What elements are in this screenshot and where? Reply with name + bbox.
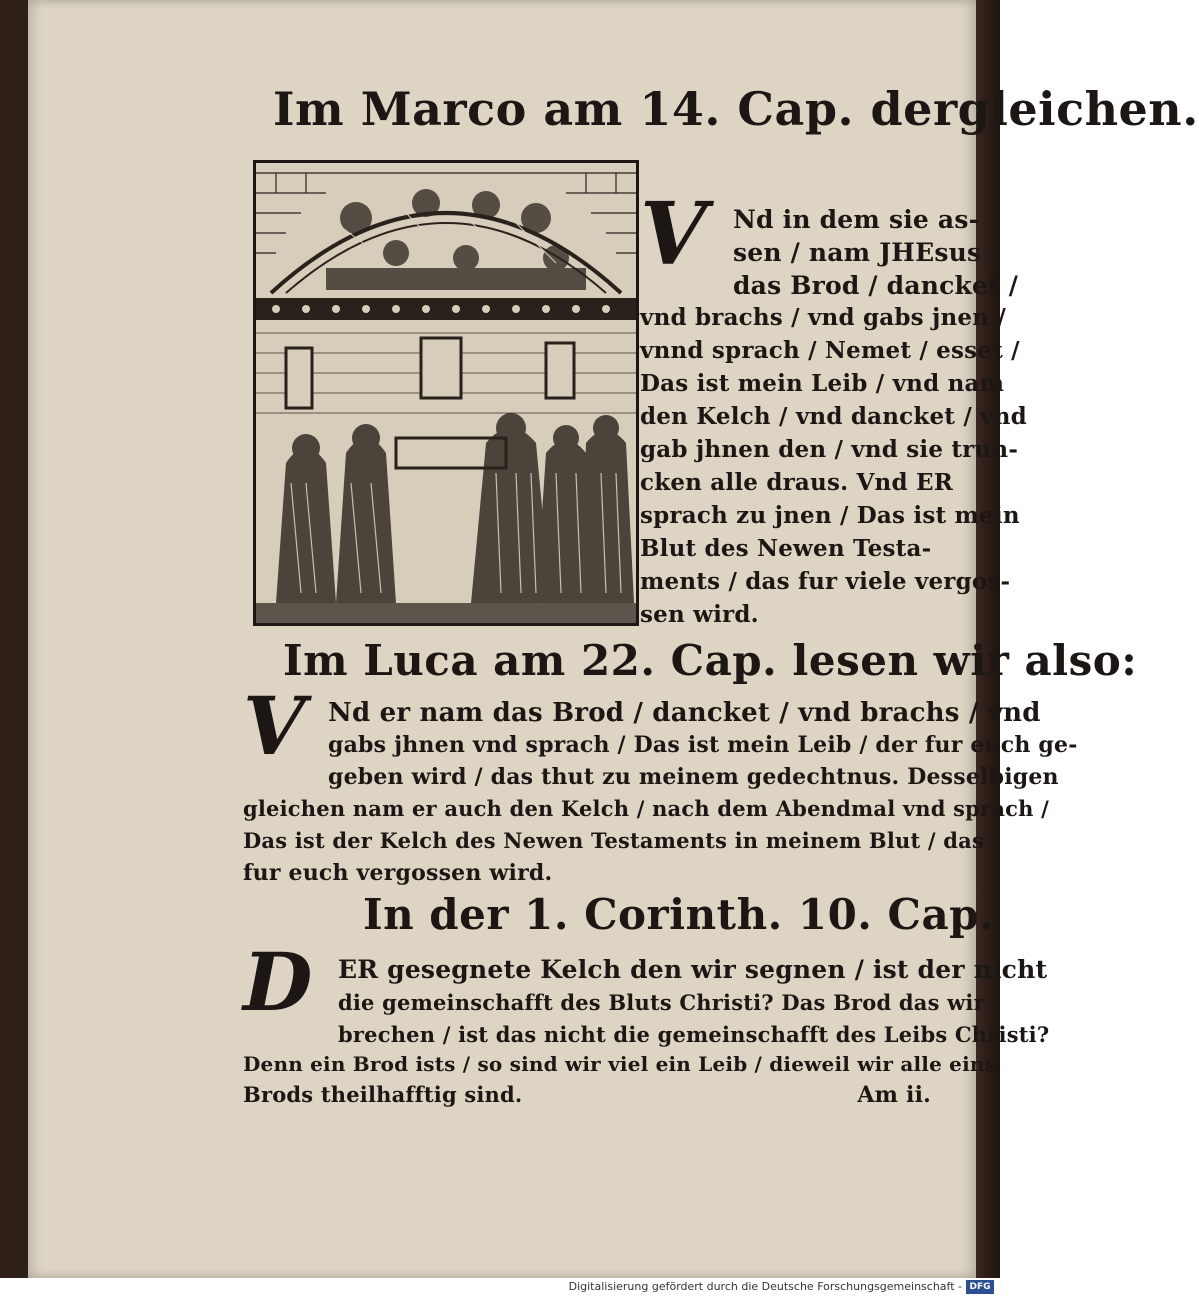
section-2-line: geben wird / das thut zu meinem gedechtnus. Desselbigen — [328, 764, 1059, 790]
footer-credit: Digitalisierung gefördert durch die Deutsche Forschungsgemeinschaft - — [568, 1280, 962, 1293]
section-2-heading: Im Luca am 22. Cap. lesen wir also: — [283, 636, 1138, 685]
section-2-line: gabs jhnen vnd sprach / Das ist mein Leib / der fur euch ge- — [328, 732, 1078, 758]
section-3-line: ER gesegnete Kelch den wir segnen / ist der nicht — [338, 955, 1048, 984]
section-1-line: sen / nam JHEsus — [733, 238, 982, 267]
section-3-dropcap: D — [243, 935, 313, 1029]
section-3-line: Denn ein Brod ists / so sind wir viel ein Leib / dieweil wir alle eins — [243, 1052, 997, 1076]
section-3-line: brechen / ist das nicht die gemeinschafft des Leibs Christi? — [338, 1022, 1050, 1047]
section-3-line: die gemeinschafft des Bluts Christi? Das Brod das wir — [338, 990, 985, 1015]
book-page — [28, 0, 1199, 1278]
section-1-line: vnd brachs / vnd gabs jnen / — [640, 304, 1006, 331]
section-2-line: fur euch vergossen wird. — [243, 860, 553, 886]
dfg-logo-icon: DFG — [966, 1280, 994, 1294]
section-1-line: ments / das fur viele vergos- — [640, 568, 1011, 595]
woodcut-illustration — [253, 160, 639, 626]
section-1-line: sprach zu jnen / Das ist mein — [640, 502, 1020, 529]
section-2-line: Das ist der Kelch des Newen Testaments in meinem Blut / das — [243, 828, 984, 853]
section-1-line: cken alle draus. Vnd ER — [640, 469, 954, 496]
section-1-dropcap: V — [640, 184, 707, 285]
section-1-line: sen wird. — [640, 601, 759, 628]
section-1-heading: Im Marco am 14. Cap. dergleichen. — [273, 82, 1199, 136]
section-2-line: Nd er nam das Brod / dancket / vnd brachs / vnd — [328, 698, 1041, 728]
section-3-heading: In der 1. Corinth. 10. Cap. — [363, 890, 995, 939]
section-1-line: Das ist mein Leib / vnd nam — [640, 370, 1005, 397]
catchword: Am ii. — [857, 1082, 931, 1108]
section-2-dropcap: V — [243, 679, 306, 773]
section-1-line: den Kelch / vnd dancket / vnd — [640, 403, 1027, 430]
section-1-line: gab jhnen den / vnd sie trun- — [640, 436, 1019, 463]
section-1-line: Blut des Newen Testa- — [640, 535, 932, 562]
section-2-line: gleichen nam er auch den Kelch / nach dem Abendmal vnd sprach / — [243, 796, 1049, 821]
section-1-line: Nd in dem sie as- — [733, 205, 980, 234]
last-supper-woodcut — [256, 163, 636, 623]
section-3-line: Brods theilhafftig sind. — [243, 1082, 523, 1107]
section-1-line: das Brod / dancket / — [733, 271, 1019, 300]
section-1-line: vnnd sprach / Nemet / esset / — [640, 337, 1020, 364]
footer-bar — [0, 1278, 1000, 1297]
